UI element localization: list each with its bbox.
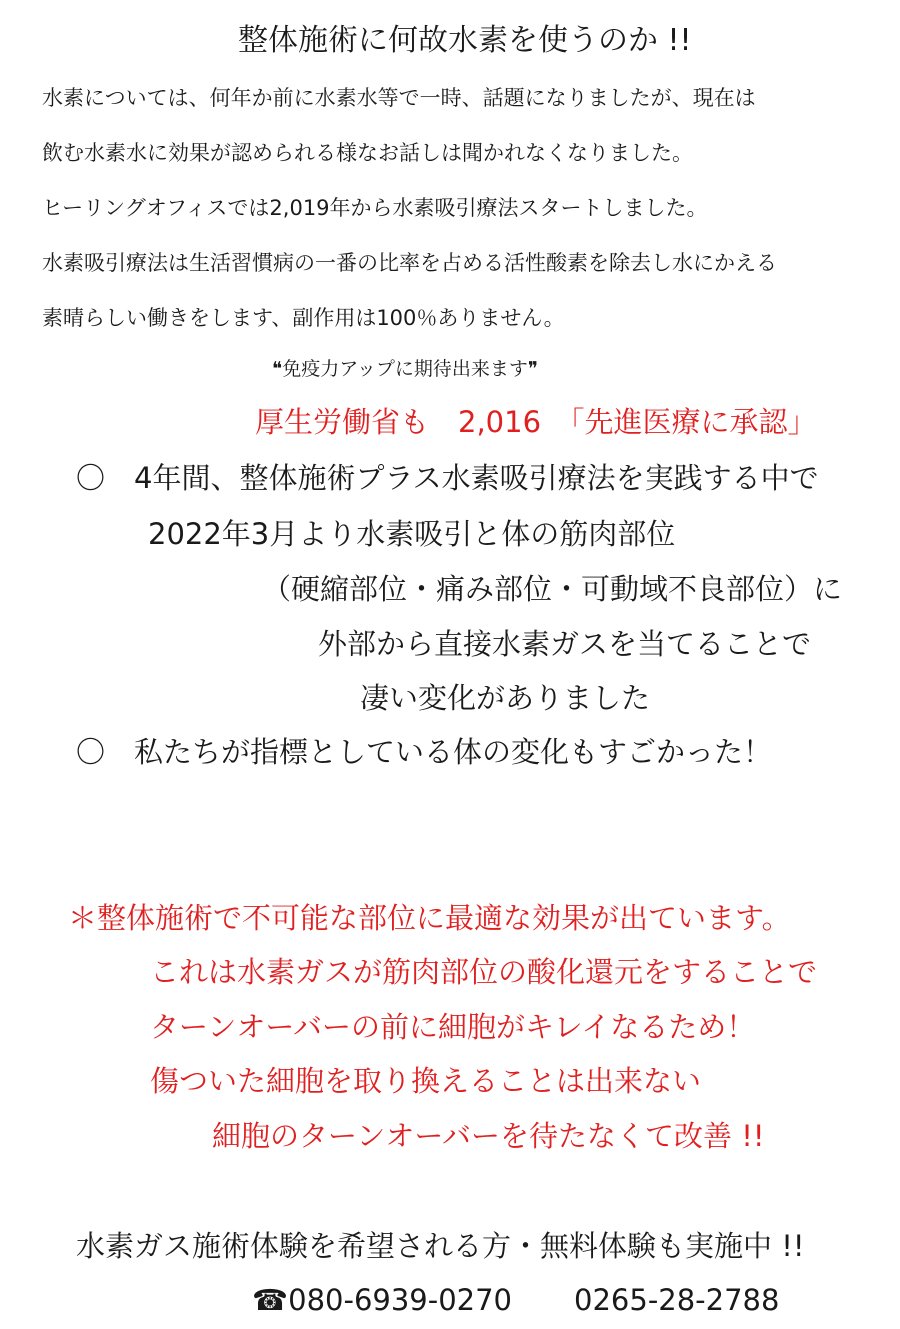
practice-line: 外部から直接水素ガスを当てることで	[318, 627, 812, 661]
immunity-quote: ❝免疫力アップに期待出来ます❞	[272, 358, 539, 380]
intro-line: 水素吸引療法は生活習慣病の一番の比率を占める活性酸素を除去し水にかえる	[42, 251, 777, 275]
mobile-number[interactable]: 080-6939-0270	[288, 1283, 513, 1317]
practice-line: 〇 4年間、整体施術プラス水素吸引療法を実践する中で	[76, 461, 819, 495]
effects-line: 傷ついた細胞を取り換えることは出来ない	[150, 1064, 702, 1098]
effects-line: これは水素ガスが筋肉部位の酸化還元をすることで	[150, 955, 818, 989]
practice-line: 2022年3月より水素吸引と体の筋肉部位	[148, 517, 676, 551]
effects-line: 細胞のターンオーバーを待たなくて改善 !!	[212, 1119, 765, 1153]
telephone-icon: ☎	[252, 1283, 289, 1317]
trial-announcement: 水素ガス施術体験を希望される方・無料体験も実施中 !!	[76, 1229, 805, 1263]
page-title: 整体施術に何故水素を使うのか !!	[238, 23, 692, 58]
effects-line: ターンオーバーの前に細胞がキレイなるため！	[150, 1010, 756, 1044]
effects-line: ＊整体施術で不可能な部位に最適な効果が出ています。	[68, 901, 791, 935]
practice-line: （硬縮部位・痛み部位・可動域不良部位）に	[262, 572, 843, 606]
intro-line: ヒーリングオフィスでは2,019年から水素吸引療法スタートしました。	[42, 196, 708, 220]
practice-line: 〇 私たちが指標としている体の変化もすごかった！	[76, 735, 773, 769]
practice-line: 凄い変化がありました	[360, 681, 651, 715]
contact-phones	[252, 1283, 780, 1317]
approval-statement: 厚生労働省も 2,016 「先進医療に承認」	[255, 405, 817, 439]
intro-line: 飲む水素水に効果が認められる様なお話しは聞かれなくなりました。	[42, 141, 693, 165]
intro-line: 水素については、何年か前に水素水等で一時、話題になりましたが、現在は	[42, 86, 756, 110]
landline-number[interactable]: 0265-28-2788	[574, 1283, 780, 1317]
intro-line: 素晴らしい働きをします、副作用は100％ありません。	[42, 306, 565, 330]
